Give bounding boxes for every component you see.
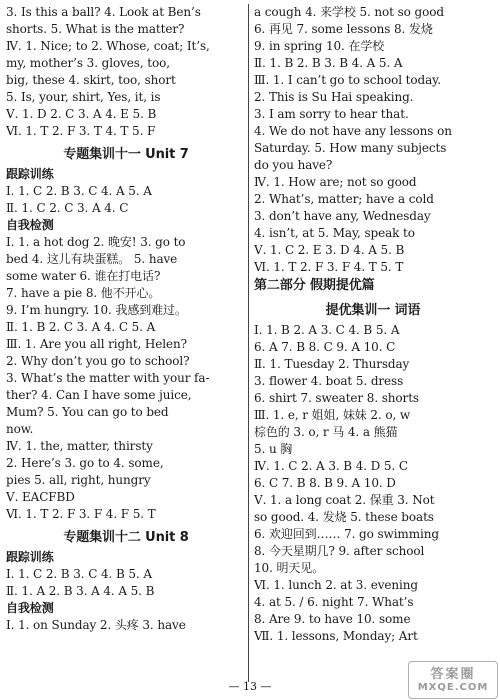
answer-line: Ⅵ. 1. T 2. F 3. T 4. T 5. F <box>6 124 156 138</box>
answer-line: bed 4. 这儿有块蛋糕。 5. have <box>6 252 178 266</box>
answer-line: 3. Is this a ball? 4. Look at Ben’s <box>6 5 201 19</box>
answer-line: Ⅲ. 1. I can’t go to school today. <box>254 73 441 87</box>
answer-line: Ⅰ. 1. C 2. B 3. C 4. B 5. A <box>6 567 152 581</box>
answer-line: shorts. 5. What is the matter? <box>6 22 185 36</box>
answer-line: Ⅰ. 1. B 2. A 3. C 4. B 5. A <box>254 323 400 337</box>
answer-line: a cough 4. 来学校 5. not so good <box>254 5 444 19</box>
answer-line: Ⅳ. 1. Nice; to 2. Whose, coat; It’s, <box>6 39 210 53</box>
right-column <box>254 4 492 645</box>
answer-line: 9. in spring 10. 在学校 <box>254 39 385 53</box>
answer-line: Saturday. 5. How many subjects <box>254 141 447 155</box>
answer-line: Ⅴ. 1. D 2. C 3. A 4. E 5. B <box>6 107 157 121</box>
answer-line: Ⅴ. 1. C 2. E 3. D 4. A 5. B <box>254 243 405 257</box>
subsection-heading: 跟踪训练 <box>6 550 54 564</box>
answer-line: 3. I am sorry to hear that. <box>254 107 409 121</box>
subsection-heading: 跟踪训练 <box>6 167 54 181</box>
section-heading: 提优集训一 词语 <box>325 303 421 318</box>
subsection-heading: 自我检测 <box>6 601 54 615</box>
answer-line: 9. I’m hungry. 10. 我感到难过。 <box>6 303 187 317</box>
answer-line: Ⅰ. 1. on Sunday 2. 头疼 3. have <box>6 618 186 632</box>
answer-line: 3. don’t have any, Wednesday <box>254 209 431 223</box>
answer-line: 2. What’s, matter; have a cold <box>254 192 434 206</box>
left-column <box>6 4 246 634</box>
answer-line: 4. We do not have any lessons on <box>254 124 452 138</box>
answer-line: 3. What’s the matter with your fa- <box>6 371 210 385</box>
answer-line: 5. u 胸 <box>254 442 293 456</box>
answer-line: Ⅰ. 1. a hot dog 2. 晚安! 3. go to <box>6 235 186 249</box>
answer-line: Ⅶ. 1. lessons, Monday; Art <box>254 629 418 643</box>
answer-line: 10. 明天见。 <box>254 561 325 575</box>
answer-line: 4. at 5. / 6. night 7. What’s <box>254 595 414 609</box>
answer-line: 7. have a pie 8. 他不开心。 <box>6 286 161 300</box>
answer-line: Ⅰ. 1. C 2. B 3. C 4. A 5. A <box>6 184 152 198</box>
answer-line: Ⅳ. 1. C 2. A 3. B 4. D 5. C <box>254 459 408 473</box>
answer-line: 6. shirt 7. sweater 8. shorts <box>254 391 419 405</box>
page-number: — 13 — <box>228 680 272 693</box>
answer-line: Ⅵ. 1. lunch 2. at 3. evening <box>254 578 418 592</box>
answer-line: big, these 4. skirt, too, short <box>6 73 176 87</box>
section-heading: 专题集训十一 Unit 7 <box>63 147 189 162</box>
answer-line: Ⅱ. 1. B 2. C 3. A 4. C 5. A <box>6 320 156 334</box>
answer-line: 5. Is, your, shirt, Yes, it, is <box>6 90 161 104</box>
answer-line: pies 5. all, right, hungry <box>6 473 151 487</box>
answer-line: Mum? 5. You can go to bed <box>6 405 169 419</box>
answer-line: 8. Are 9. to have 10. some <box>254 612 411 626</box>
answer-line: 2. Why don’t you go to school? <box>6 354 190 368</box>
answer-line: Ⅳ. 1. the, matter, thirsty <box>6 439 153 453</box>
answer-line: 2. This is Su Hai speaking. <box>254 90 414 104</box>
answer-line: Ⅱ. 1. Tuesday 2. Thursday <box>254 357 410 371</box>
answer-line: 6. C 7. B 8. B 9. A 10. D <box>254 476 396 490</box>
answer-line: my, mother’s 3. gloves, too, <box>6 56 170 70</box>
answer-line: Ⅳ. 1. How are; not so good <box>254 175 417 189</box>
column-divider <box>248 4 249 682</box>
answer-line: Ⅲ. 1. e, r 姐姐, 妹妹 2. o, w <box>254 408 411 422</box>
watermark-top-text: 答案圈 <box>430 666 476 682</box>
answer-line: Ⅱ. 1. C 2. C 3. A 4. C <box>6 201 129 215</box>
answer-line: ther? 4. Can I have some juice, <box>6 388 192 402</box>
answer-line: now. <box>6 422 34 436</box>
answer-line: Ⅴ. 1. a long coat 2. 保重 3. Not <box>254 493 435 507</box>
answer-line: do you have? <box>254 158 333 172</box>
answer-line: 6. 再见 7. some lessons 8. 发烧 <box>254 22 433 36</box>
answer-line: some water 6. 谁在打电话? <box>6 269 161 283</box>
answer-line: 6. 欢迎回到…… 7. go swimming <box>254 527 439 541</box>
answer-line: 棕色的 3. o, r 马 4. a 熊猫 <box>254 425 398 439</box>
part-title: 第二部分 假期提优篇 <box>254 278 375 293</box>
answer-line: 2. Here’s 3. go to 4. some, <box>6 456 164 470</box>
section-heading: 专题集训十二 Unit 8 <box>63 530 189 545</box>
answer-line: 6. A 7. B 8. C 9. A 10. C <box>254 340 396 354</box>
answer-line: so good. 4. 发烧 5. these boats <box>254 510 434 524</box>
answer-line: Ⅲ. 1. Are you all right, Helen? <box>6 337 187 351</box>
answer-line: 8. 今天星期几? 9. after school <box>254 544 425 558</box>
watermark-bottom-text: MXQE.COM <box>417 681 489 693</box>
answer-line: Ⅵ. 1. T 2. F 3. F 4. T 5. T <box>254 260 404 274</box>
answer-line: Ⅴ. EACFBD <box>6 490 75 504</box>
answer-line: Ⅱ. 1. A 2. B 3. A 4. A 5. B <box>6 584 155 598</box>
answer-line: 4. isn’t, at 5. May, speak to <box>254 226 415 240</box>
watermark-logo <box>408 661 498 699</box>
answer-line: Ⅵ. 1. T 2. F 3. F 4. F 5. T <box>6 507 156 521</box>
answer-line: Ⅱ. 1. B 2. B 3. B 4. A 5. A <box>254 56 403 70</box>
subsection-heading: 自我检测 <box>6 218 54 232</box>
answer-line: 3. flower 4. boat 5. dress <box>254 374 404 388</box>
